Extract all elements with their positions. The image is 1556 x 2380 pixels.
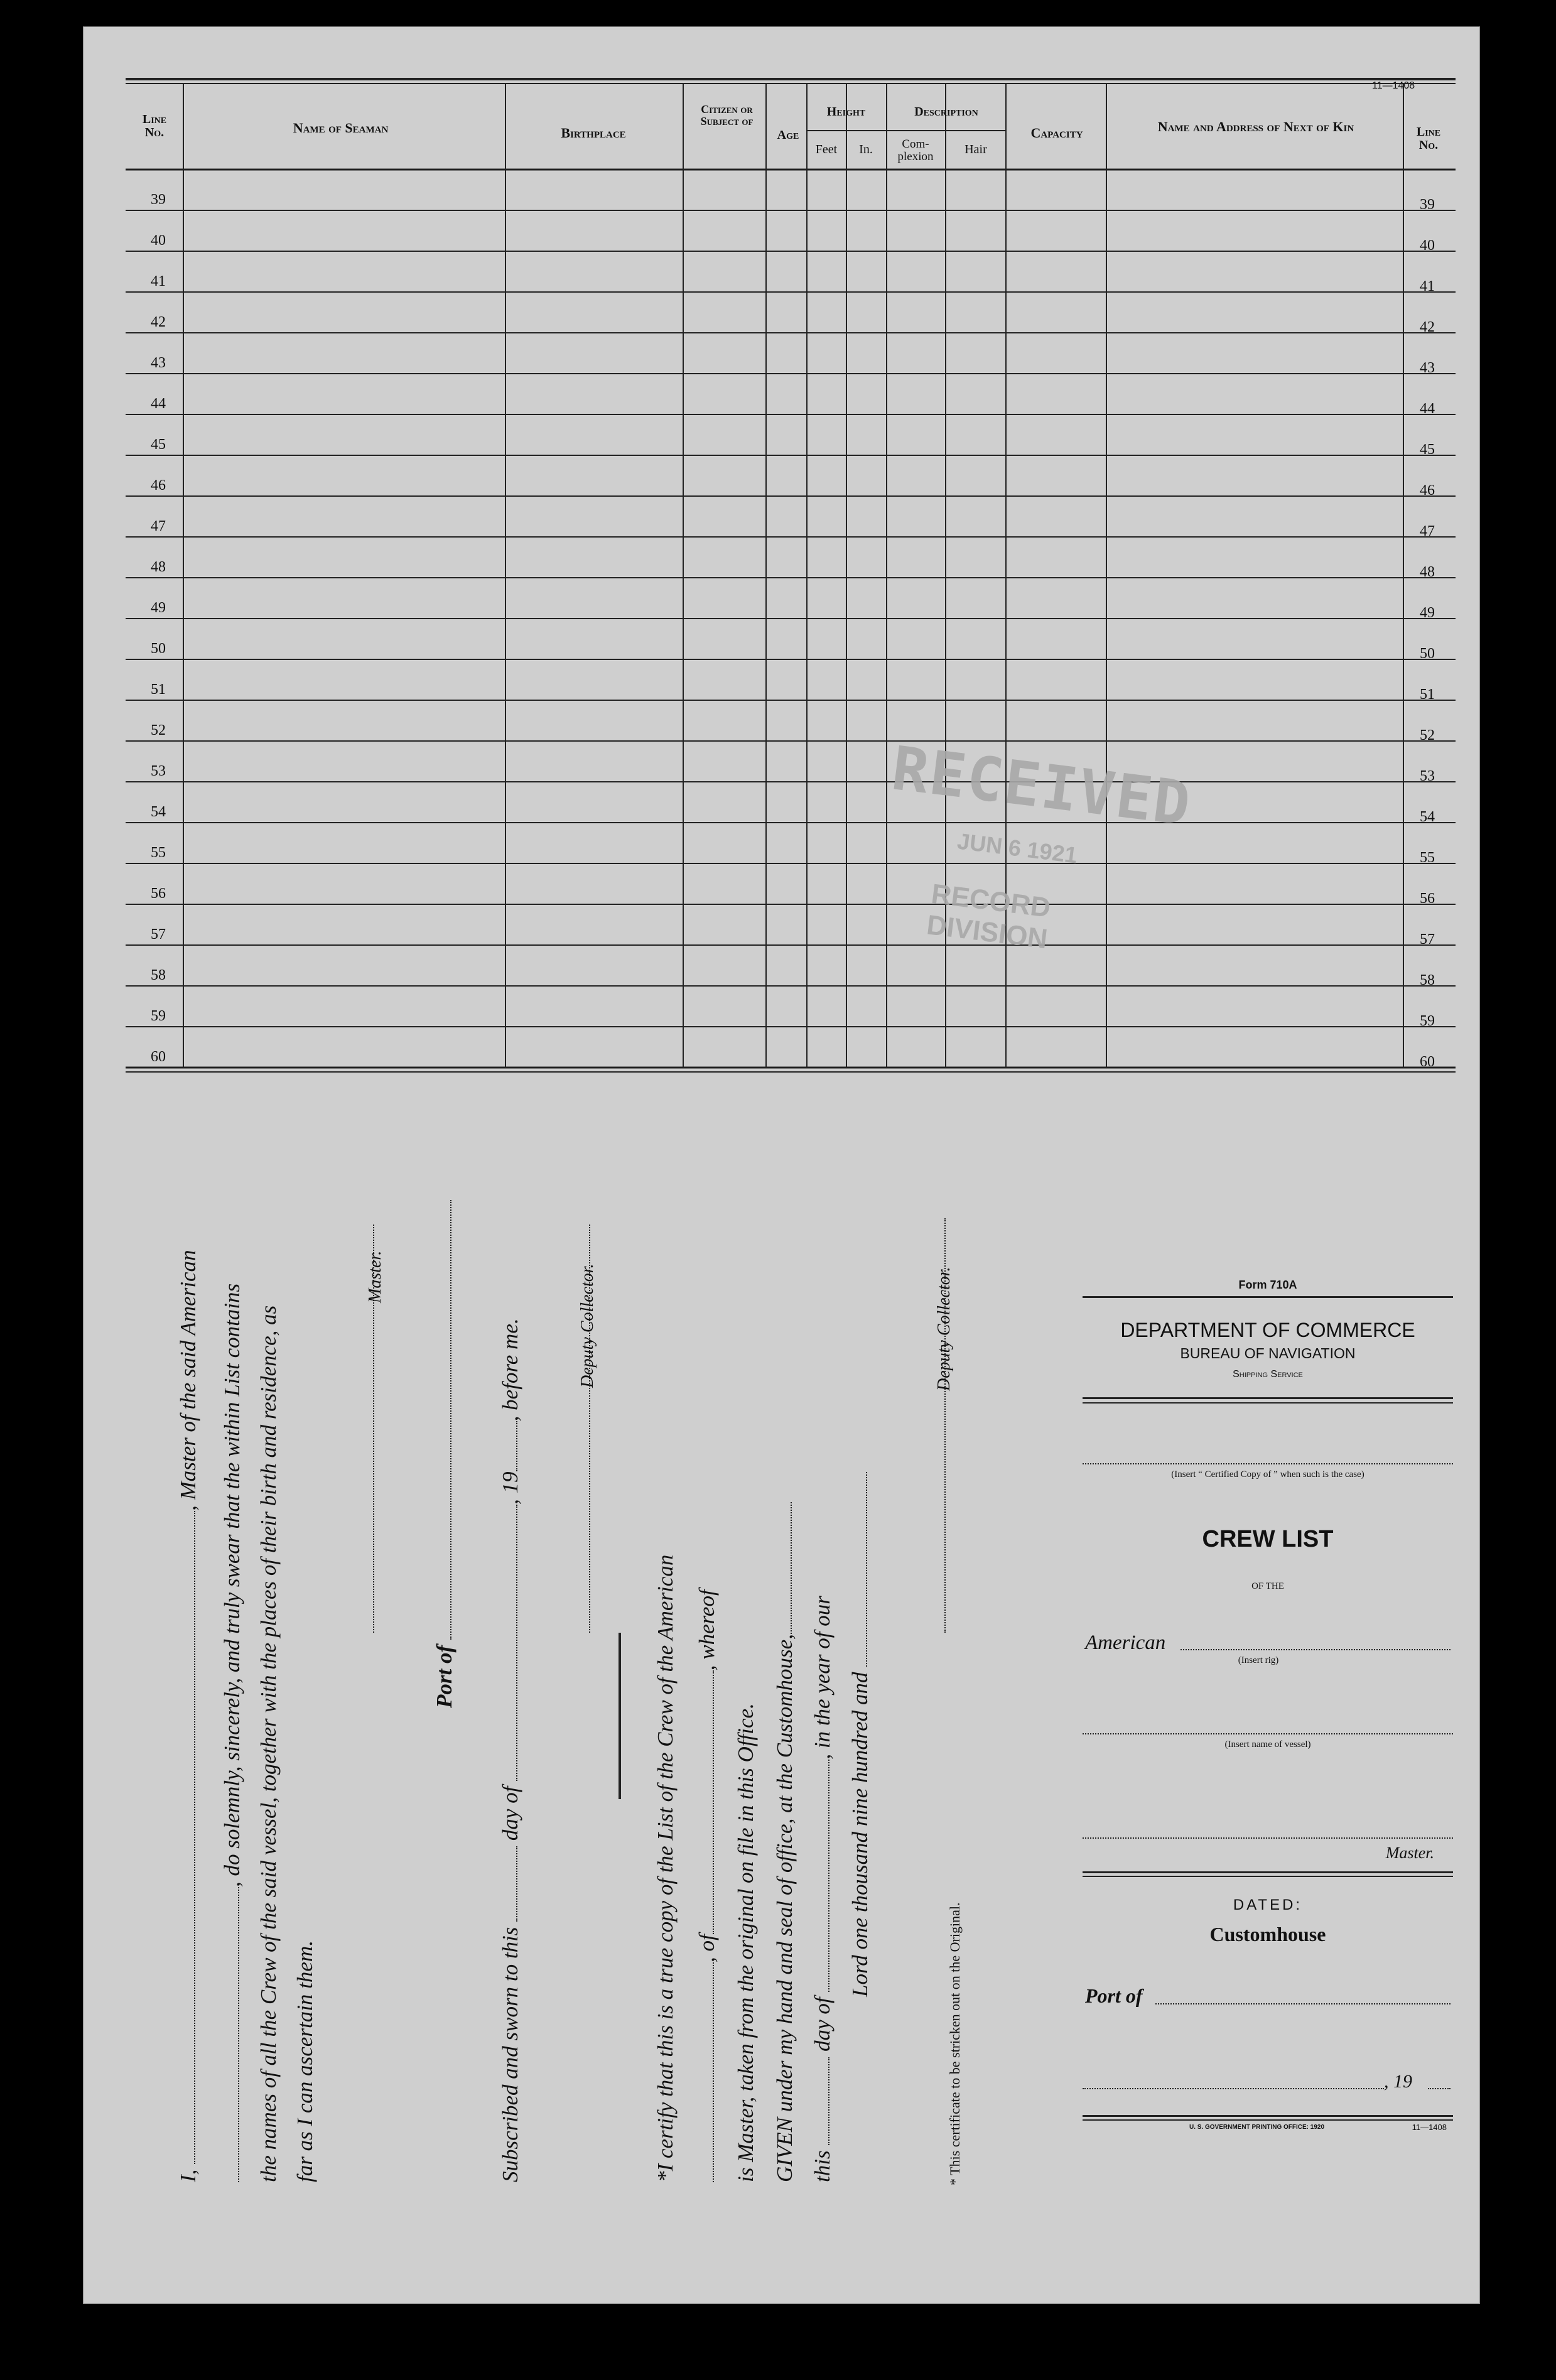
row-number-right: 41	[1420, 278, 1435, 295]
row-number-left: 43	[151, 355, 166, 371]
certificate-year-field[interactable]	[850, 1472, 867, 1667]
oath-master-of: , Master of the said American	[176, 1250, 200, 1511]
cover-rule-7	[1083, 2119, 1453, 2121]
certified-copy-field[interactable]	[1083, 1463, 1453, 1464]
master-label: Master.	[365, 1250, 385, 1303]
form-710a: Form 710A	[1238, 1279, 1297, 1291]
row-number-right: 57	[1420, 931, 1435, 948]
port-of	[433, 1200, 455, 1708]
row-number-left: 49	[151, 600, 166, 616]
certificate-line-4	[774, 1502, 796, 2182]
master-cover-field[interactable]	[1083, 1837, 1453, 1839]
certificate-month-field[interactable]	[812, 1760, 829, 1992]
row-number-right: 47	[1420, 523, 1435, 539]
printer-imprint: U. S. GOVERNMENT PRINTING OFFICE: 1920	[1189, 2124, 1325, 2131]
header-citizen: Citizen or Subject of	[700, 103, 754, 127]
header-complexion: Com-plexion	[897, 138, 934, 163]
row-number-left: 51	[151, 681, 166, 698]
certificate-given: GIVEN under my hand and seal of office, at the Customhouse,	[772, 1634, 797, 2182]
row-number-left: 44	[151, 396, 166, 412]
header-inches: In.	[859, 143, 873, 156]
port-of-label: Port of	[432, 1645, 457, 1708]
master-name-field[interactable]	[178, 1511, 195, 2164]
certificate-of: , of	[694, 1934, 719, 1962]
received-stamp-date: JUN 6 1921	[956, 828, 1079, 868]
subscribed-day-of: day of	[498, 1786, 522, 1841]
row-number-right: 46	[1420, 482, 1435, 499]
row-number-right: 53	[1420, 768, 1435, 784]
row-number-left: 39	[151, 192, 166, 208]
row-number-left: 59	[151, 1008, 166, 1024]
certificate-port-field[interactable]	[696, 1670, 714, 1934]
header-description: Description	[914, 105, 978, 119]
year-cover-field[interactable]	[1428, 2088, 1451, 2089]
row-number-right: 49	[1420, 605, 1435, 621]
certificate-footnote: * This certificate to be stricken out on the Original.	[947, 1902, 963, 2185]
cover-rule-4	[1083, 1871, 1453, 1873]
certificate-line-6	[849, 1472, 871, 1997]
subscribed-year: , 19	[498, 1471, 522, 1505]
deputy-collector-label-1: Deputy Collector.	[578, 1263, 597, 1388]
received-stamp-division: RECORD DIVISION	[925, 878, 1052, 955]
row-number-left: 58	[151, 967, 166, 983]
row-number-right: 56	[1420, 890, 1435, 907]
port-of-cover-label: Port of	[1085, 1984, 1143, 2007]
header-height: Height	[826, 105, 866, 119]
row-number-right: 54	[1420, 809, 1435, 825]
row-number-left: 57	[151, 926, 166, 943]
of-the: OF THE	[1251, 1581, 1284, 1591]
row-number-right: 55	[1420, 850, 1435, 866]
crew-list-title: CREW LIST	[1202, 1526, 1334, 1552]
port-of-field[interactable]	[434, 1200, 451, 1640]
row-number-left: 45	[151, 436, 166, 453]
oath-line-3: the names of all the Crew of the said vessel, together with the places of their birth and residence, as	[256, 1305, 281, 2182]
bureau-navigation: BUREAU OF NAVIGATION	[1180, 1345, 1356, 1361]
certificate-line-2	[696, 1589, 718, 2182]
row-number-right: 59	[1420, 1013, 1435, 1029]
cover-rule-3	[1083, 1402, 1453, 1404]
divider-rule	[619, 1633, 621, 1799]
dated-label: DATED:	[1233, 1896, 1303, 1913]
crew-table	[126, 75, 1456, 1105]
oath-i: I,	[176, 2169, 200, 2182]
certificate-vessel-field[interactable]	[696, 1962, 714, 2182]
master-cover-label: Master.	[1385, 1844, 1434, 1862]
row-number-left: 54	[151, 804, 166, 820]
header-capacity: Capacity	[1030, 125, 1083, 141]
header-birthplace: Birthplace	[561, 125, 626, 141]
row-number-left: 52	[151, 722, 166, 738]
insert-vessel: (Insert name of vessel)	[1224, 1739, 1311, 1750]
row-number-left: 55	[151, 845, 166, 861]
subscribed-year-field[interactable]	[500, 1421, 517, 1471]
header-name-of-seaman: Name of Seaman	[293, 120, 389, 136]
oath-line-2	[221, 1284, 243, 2182]
received-stamp: RECEIVED	[888, 733, 1196, 840]
row-number-left: 53	[151, 763, 166, 779]
certificate-day-of: day of	[810, 1997, 835, 2052]
deputy-collector-label-2: Deputy Collector.	[934, 1267, 954, 1391]
vessel-name-field[interactable]	[222, 1887, 239, 2182]
certificate-year-of-our: , in the year of our	[810, 1596, 835, 1760]
row-number-left: 40	[151, 232, 166, 249]
row-number-left: 50	[151, 641, 166, 657]
header-hair: Hair	[964, 143, 987, 156]
insert-rig: (Insert rig)	[1238, 1655, 1279, 1665]
subscribed-pre: Subscribed and sworn to this	[498, 1927, 522, 2182]
customhouse-label: Customhouse	[1209, 1923, 1326, 1945]
shipping-service: Shipping Service	[1233, 1369, 1303, 1380]
port-of-cover-field[interactable]	[1155, 2003, 1451, 2004]
subscribed-line	[499, 1318, 521, 2182]
oath-line-1	[177, 1250, 199, 2182]
row-number-right: 42	[1420, 319, 1435, 335]
row-number-right: 50	[1420, 646, 1435, 662]
row-number-right: 43	[1420, 360, 1435, 376]
form-number-top: 11—1408	[1372, 80, 1415, 91]
year-cover-label: , 19	[1384, 2071, 1412, 2092]
certificate-day-field[interactable]	[812, 2057, 829, 2145]
certificate-this: this	[810, 2150, 835, 2182]
rig-field[interactable]	[1181, 1649, 1451, 1650]
certificate-line-5	[811, 1596, 833, 2182]
cover-rule-6	[1083, 2115, 1453, 2117]
row-number-right: 52	[1420, 727, 1435, 744]
row-number-right: 51	[1420, 686, 1435, 703]
certificate-line-3: is Master, taken from the original on file in this Office.	[733, 1703, 758, 2182]
subscribed-before-me: , before me.	[498, 1318, 522, 1422]
american-label: American	[1085, 1631, 1166, 1654]
row-number-right: 44	[1420, 401, 1435, 417]
row-number-left: 48	[151, 559, 166, 575]
header-age: Age	[777, 128, 799, 142]
row-number-right: 60	[1420, 1054, 1435, 1070]
cover-rule-2	[1083, 1397, 1453, 1399]
row-number-left: 47	[151, 518, 166, 534]
oath-line-4: far as I can ascertain them.	[293, 1940, 317, 2182]
header-line-no-right: Line No.	[1416, 125, 1441, 152]
row-number-right: 45	[1420, 441, 1435, 458]
form-number-bottom: 11—1408	[1412, 2123, 1447, 2132]
certificate-line-1: *I certify that this is a true copy of the List of the Crew of the American	[653, 1554, 678, 2182]
row-number-right: 39	[1420, 197, 1435, 213]
subscribed-month-field[interactable]	[500, 1505, 517, 1781]
header-line-no-left: Line No.	[142, 112, 167, 139]
table-grid	[126, 75, 1456, 1105]
row-number-right: 48	[1420, 564, 1435, 580]
subscribed-day-field[interactable]	[500, 1846, 517, 1922]
insert-certified: (Insert “ Certified Copy of ” when such is the case)	[1171, 1469, 1364, 1479]
row-number-left: 60	[151, 1049, 166, 1065]
oath-swear: , do solemnly, sincerely, and truly swear that the within List contains	[220, 1283, 244, 1887]
cover-rule-1	[1083, 1296, 1453, 1298]
certificate-whereof: , whereof	[694, 1589, 719, 1671]
row-number-left: 56	[151, 885, 166, 902]
row-number-left: 46	[151, 477, 166, 494]
row-number-left: 42	[151, 314, 166, 330]
row-number-right: 58	[1420, 972, 1435, 988]
row-number-left: 41	[151, 273, 166, 289]
header-feet: Feet	[815, 143, 838, 156]
certificate-lord: Lord one thousand nine hundred and	[848, 1672, 872, 1997]
certificate-customhouse-field[interactable]	[774, 1502, 792, 1634]
dept-commerce: DEPARTMENT OF COMMERCE	[1120, 1319, 1415, 1341]
vessel-name-cover-field[interactable]	[1083, 1733, 1453, 1734]
cover-rule-5	[1083, 1876, 1453, 1877]
date-cover-field[interactable]	[1083, 2088, 1384, 2089]
header-next-of-kin: Name and Address of Next of Kin	[1157, 119, 1354, 134]
row-number-right: 40	[1420, 237, 1435, 254]
